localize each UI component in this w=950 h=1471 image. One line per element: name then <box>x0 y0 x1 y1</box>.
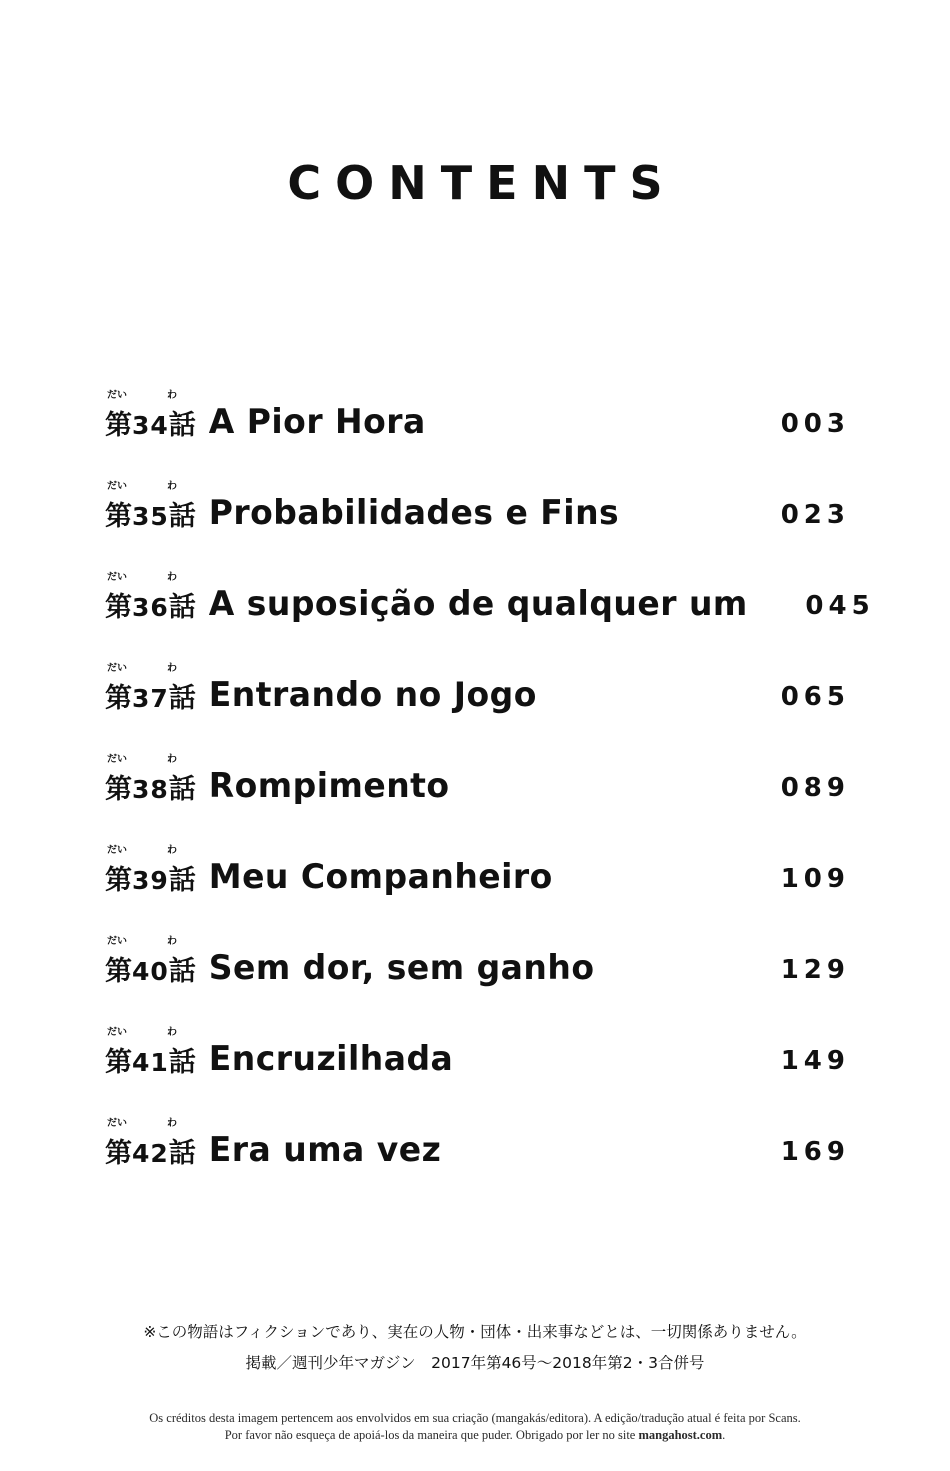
chapter-page-number: 149 <box>780 1046 850 1076</box>
chapter-marker <box>105 390 201 441</box>
ruby-dai: だい <box>107 663 127 674</box>
toc-entry[interactable] <box>105 439 850 533</box>
serialization-note: 掲載／週刊少年マガジン 2017年第46号～2018年第2・3合併号 <box>245 1354 705 1372</box>
chapter-marker-text: 第37話 <box>105 683 196 714</box>
page-title: CONTENTS <box>287 156 677 210</box>
ruby-wa: わ <box>167 1027 177 1038</box>
toc-entry[interactable] <box>105 894 850 988</box>
chapter-marker-text: 第40話 <box>105 956 196 987</box>
ruby-wa: わ <box>167 1118 177 1129</box>
credits-line-2 <box>0 1426 950 1444</box>
chapter-marker <box>105 1118 201 1169</box>
chapter-marker <box>105 936 201 987</box>
credits-line-1: Os créditos desta imagem pertencem aos envolvidos em sua criação (mangakás/editora). A edição/tradução atual é feita por Scans. <box>149 1411 801 1425</box>
credits-line-2-prefix: Por favor não esqueça de apoiá-los da maneira que puder. Obrigado por ler no site <box>224 1428 639 1442</box>
ruby-dai: だい <box>107 390 127 401</box>
chapter-title: Sem dor, sem ganho <box>208 948 595 988</box>
chapter-page-number: 089 <box>780 773 850 803</box>
chapter-title: Meu Companheiro <box>208 857 553 897</box>
table-of-contents <box>105 348 875 1170</box>
toc-entry[interactable] <box>105 1076 850 1170</box>
chapter-title: Probabilidades e Fins <box>208 493 620 533</box>
toc-entry[interactable] <box>105 621 850 715</box>
toc-entry[interactable] <box>105 530 875 624</box>
chapter-title: A Pior Hora <box>208 402 426 442</box>
ruby-dai: だい <box>107 936 127 947</box>
toc-entry[interactable] <box>105 985 850 1079</box>
mangahost-link[interactable]: mangahost.com <box>638 1428 723 1442</box>
ruby-wa: わ <box>167 936 177 947</box>
ruby-dai: だい <box>107 754 127 765</box>
chapter-marker-text: 第35話 <box>105 501 196 532</box>
chapter-marker-text: 第38話 <box>105 774 196 805</box>
chapter-title: Era uma vez <box>208 1130 442 1170</box>
chapter-marker <box>105 481 201 532</box>
ruby-wa: わ <box>167 481 177 492</box>
credits-line-2-suffix: . <box>722 1428 726 1442</box>
toc-entry[interactable] <box>105 348 850 442</box>
chapter-title: Rompimento <box>208 766 450 806</box>
chapter-marker <box>105 1027 201 1078</box>
chapter-marker <box>105 572 201 623</box>
toc-entry[interactable] <box>105 803 850 897</box>
chapter-page-number: 109 <box>780 864 850 894</box>
chapter-marker-text: 第39話 <box>105 865 196 896</box>
chapter-page-number: 023 <box>780 500 850 530</box>
chapter-title: A suposição de qualquer um <box>208 584 748 624</box>
ruby-dai: だい <box>107 845 127 856</box>
chapter-title: Entrando no Jogo <box>208 675 537 715</box>
chapter-page-number: 129 <box>780 955 850 985</box>
ruby-dai: だい <box>107 481 127 492</box>
chapter-page-number: 003 <box>780 409 850 439</box>
chapter-page-number: 065 <box>780 682 850 712</box>
fiction-disclaimer: ※この物語はフィクションであり、実在の人物・団体・出来事などとは、一切関係ありません。 <box>143 1323 807 1341</box>
chapter-marker-text: 第34話 <box>105 410 196 441</box>
ruby-dai: だい <box>107 1027 127 1038</box>
chapter-marker-text: 第36話 <box>105 592 196 623</box>
ruby-dai: だい <box>107 572 127 583</box>
chapter-marker <box>105 663 201 714</box>
ruby-dai: だい <box>107 1118 127 1129</box>
toc-entry[interactable] <box>105 712 850 806</box>
chapter-marker <box>105 845 201 896</box>
chapter-marker-text: 第42話 <box>105 1138 196 1169</box>
chapter-page-number: 169 <box>780 1137 850 1167</box>
chapter-marker-text: 第41話 <box>105 1047 196 1078</box>
chapter-page-number: 045 <box>805 591 875 621</box>
chapter-marker <box>105 754 201 805</box>
ruby-wa: わ <box>167 572 177 583</box>
ruby-wa: わ <box>167 663 177 674</box>
chapter-title: Encruzilhada <box>208 1039 454 1079</box>
ruby-wa: わ <box>167 390 177 401</box>
ruby-wa: わ <box>167 845 177 856</box>
ruby-wa: わ <box>167 754 177 765</box>
